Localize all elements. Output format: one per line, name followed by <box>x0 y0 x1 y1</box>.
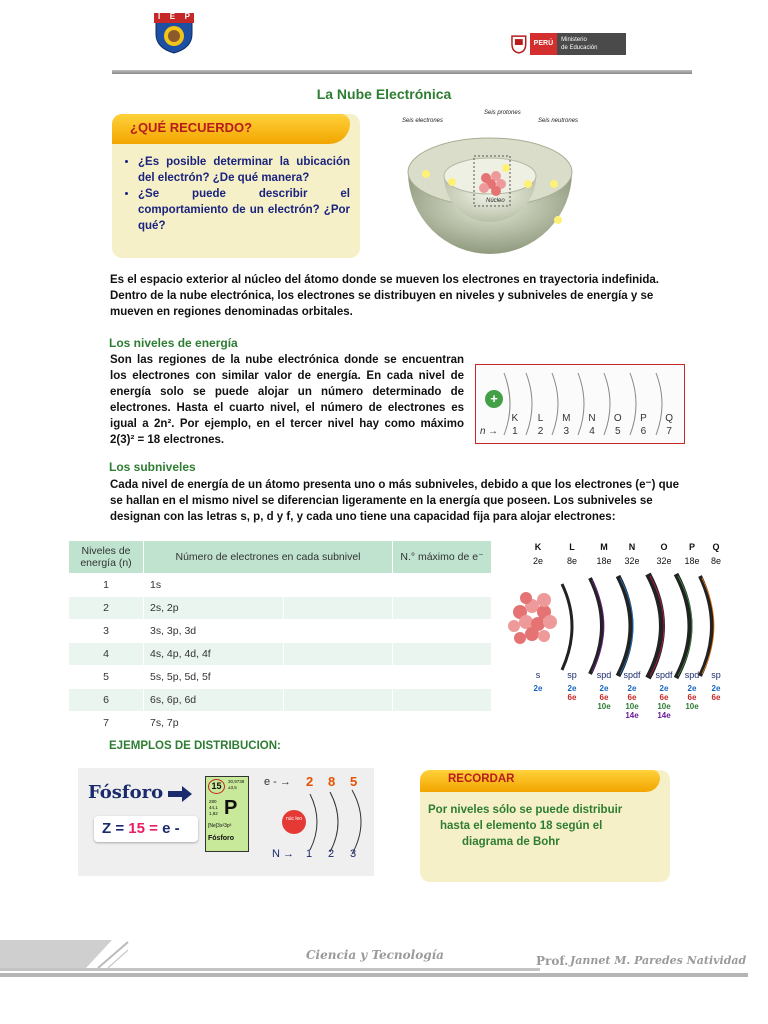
table-cell: 5s, 5p, 5d, 5f <box>144 666 284 689</box>
niveles-heading: Los niveles de energía <box>109 336 238 350</box>
recordar-line: Por niveles sólo se puede distribuir <box>428 804 623 816</box>
shell-breakdown: 6e <box>567 693 577 702</box>
bohr-level: 2 <box>328 848 335 860</box>
table-row <box>69 712 492 735</box>
shell-max: 8e <box>710 556 721 566</box>
shell-letter: P <box>688 542 695 552</box>
shell-subs: spd <box>596 670 612 680</box>
table-row <box>69 689 492 712</box>
shell-letter: N <box>628 542 636 552</box>
coat-of-arms-icon <box>510 34 528 54</box>
logo-letter: E <box>169 12 176 21</box>
shell-subs: spdf <box>623 670 641 680</box>
shell-breakdown: 6e <box>627 693 637 702</box>
label-protons: Seis protones <box>484 110 521 116</box>
label-electrons: Seis electrones <box>402 118 444 124</box>
bohr-level: 1 <box>306 848 313 860</box>
z-electrons: e - <box>162 820 180 837</box>
recordar-heading: RECORDAR <box>420 770 660 792</box>
intro-paragraph: Es el espacio exterior al núcleo del átomo donde se mueven los electrones en trayectoria indefinida. Dentro de la nube electrónica, los electrones se distribuyen en niveles y subniveles de energía y se mueven en regiones denominadas orbitales. <box>110 274 659 318</box>
table-row <box>69 574 492 597</box>
atom-figure <box>400 106 580 266</box>
table-header: Niveles de energía (n) <box>69 541 144 574</box>
peru-label: PERÚ <box>530 33 557 55</box>
shell-breakdown: 2e <box>533 684 543 693</box>
page-title: La Nube Electrónica <box>316 86 452 102</box>
bohr-count: 8 <box>328 774 336 789</box>
tile-name: Fósforo <box>208 835 235 842</box>
shell-breakdown: 10e <box>625 702 639 711</box>
table-cell: 6 <box>69 689 144 712</box>
nucleus-icon <box>508 592 557 644</box>
bohr-count: 5 <box>350 774 358 789</box>
table-header: Número de electrones en cada subnivel <box>144 541 393 574</box>
level-letter: K <box>511 413 519 424</box>
level-letter: M <box>562 413 571 424</box>
table-cell: 4 <box>69 643 144 666</box>
table-cell: 7s, 7p <box>144 712 284 735</box>
table-cell: 6s, 6p, 6d <box>144 689 284 712</box>
atomic-mass: 30,9738 <box>228 779 245 784</box>
table-cell: 1 <box>69 574 144 597</box>
shell-max: 18e <box>596 556 612 566</box>
footer <box>0 940 768 978</box>
level-number: 1 <box>512 426 518 437</box>
table-cell: 3 <box>69 620 144 643</box>
shell-subs: sp <box>711 670 721 680</box>
tile-extra: 1,82 <box>209 811 218 816</box>
table-cell: 7 <box>69 712 144 735</box>
niveles-paragraph: Son las regiones de la nube electrónica donde se encuentran los electrones con similar valor de energía. En cada nivel de energía solo se puede alojar un número determinado de electrones. Hasta el cuarto nivel, el número de electrones es igual a 2n². Por ejemplo, en el tercer nivel hay como máximo 2(3)² = 18 electrones. <box>110 354 464 446</box>
shell-breakdown: 6e <box>659 693 669 702</box>
shell-subs: sp <box>567 670 577 680</box>
electron-config: [Ne]3s²3p³ <box>208 823 232 829</box>
nucleus-label: núc leo <box>285 816 303 822</box>
ministry-line: Ministerio <box>561 37 587 43</box>
level-number: 7 <box>666 426 672 437</box>
que-recuerdo-heading: ¿QUÉ RECUERDO? <box>112 114 350 144</box>
bohr-n-label: N → <box>272 848 294 860</box>
table-cell: 3s, 3p, 3d <box>144 620 284 643</box>
bohr-level: 3 <box>350 848 357 860</box>
level-number: 5 <box>614 426 621 437</box>
n-label: n <box>480 426 486 437</box>
table-cell: 1s <box>144 574 284 597</box>
shell-breakdown: 2e <box>687 684 697 693</box>
shell-max: 8e <box>566 556 577 566</box>
shell-max: 2e <box>532 556 543 566</box>
table-row <box>69 597 492 620</box>
element-symbol: P <box>224 797 238 819</box>
shell-breakdown: 2e <box>711 684 721 693</box>
list-item: • ¿Se puede describir el comportamiento de un electrón? ¿Por qué? <box>138 186 350 234</box>
table-cell: 5 <box>69 666 144 689</box>
level-letter: N <box>588 413 596 424</box>
table-cell: 2 <box>69 597 144 620</box>
subnivel-table <box>68 540 492 735</box>
plus-icon: + <box>490 391 498 406</box>
element-name: Fósforo <box>88 782 164 803</box>
shell-letter: M <box>600 542 608 552</box>
shell-breakdown: 6e <box>687 693 697 702</box>
shell-max: 18e <box>684 556 700 566</box>
logo-letter: P <box>184 12 190 21</box>
subniveles-heading: Los subniveles <box>109 460 196 474</box>
atomic-number: 15 <box>208 779 225 794</box>
energy-levels-figure: + K L M N O P Q n → 1 2 3 4 5 6 7 <box>475 364 685 444</box>
table-row <box>69 643 492 666</box>
element-tile <box>205 776 249 852</box>
recordar-line: hasta el elemento 18 según el <box>440 820 603 832</box>
shell-max: 32e <box>656 556 672 566</box>
shell-breakdown: 2e <box>567 684 577 693</box>
table-row <box>69 666 492 689</box>
tile-extra: 280 <box>209 799 217 804</box>
shell-breakdown: 10e <box>657 702 671 711</box>
shell-letter: Q <box>712 542 720 552</box>
fosforo-example <box>78 768 374 876</box>
shell-breakdown: 10e <box>597 702 611 711</box>
ministry-line: de Educación <box>561 45 598 51</box>
table-row <box>69 620 492 643</box>
table-header: N.° máximo de e⁻ <box>393 541 492 574</box>
level-number: 6 <box>640 426 647 437</box>
level-letter: P <box>640 413 647 424</box>
shell-breakdown: 6e <box>711 693 721 702</box>
shells-figure <box>500 540 730 726</box>
footer-subject: Ciencia y Tecnología <box>306 948 444 962</box>
z-number: 15 <box>128 820 145 837</box>
table-cell: 4s, 4p, 4d, 4f <box>144 643 284 666</box>
z-equals: = <box>149 820 158 837</box>
list-item: • ¿Es posible determinar la ubicación del electrón? ¿De qué manera? <box>138 154 350 186</box>
shell-breakdown: 6e <box>599 693 609 702</box>
logo-letter: I <box>158 12 161 21</box>
shell-letter: K <box>534 542 542 552</box>
subniveles-paragraph: Cada nivel de energía de un átomo presenta uno o más subniveles, debido a que los electrones (e⁻) que se hallan en el mismo nivel se diferencian ligeramente en la energía que poseen. Los subniveles se designan con las letras s, p, d y f, y cada uno tiene una capacidad fija para alojar electrones: <box>110 479 680 523</box>
shell-subs: spd <box>684 670 700 680</box>
shell-letter: O <box>660 542 668 552</box>
level-letter: L <box>537 413 544 424</box>
bohr-e-label: e - → <box>264 776 291 788</box>
level-letter: O <box>613 413 622 424</box>
bohr-count: 2 <box>306 774 314 789</box>
ejemplos-heading: EJEMPLOS DE DISTRIBUCION: <box>109 740 281 752</box>
footer-prof-prefix: Prof. <box>536 954 569 968</box>
recordar-box <box>420 770 670 882</box>
level-number: 2 <box>537 426 544 437</box>
z-label: Z = <box>102 820 125 837</box>
oxidation: ±3,5 <box>228 785 237 790</box>
label-nucleus: Núcleo <box>486 198 505 204</box>
level-number: 4 <box>589 426 595 437</box>
shell-breakdown: 2e <box>599 684 609 693</box>
label-neutrons: Seis neutrones <box>538 118 579 124</box>
shell-breakdown: 10e <box>685 702 699 711</box>
arrow-right-icon <box>168 786 192 802</box>
school-logo <box>152 12 196 54</box>
tile-extra: 44,1 <box>209 805 218 810</box>
table-cell: 2s, 2p <box>144 597 284 620</box>
shell-breakdown: 2e <box>659 684 669 693</box>
level-letter: Q <box>665 413 674 424</box>
shell-letter: L <box>569 542 575 552</box>
shell-subs: spdf <box>655 670 673 680</box>
footer-prof-name: Jannet M. Paredes Natividad <box>570 954 747 967</box>
shell-subs: s <box>535 670 541 680</box>
level-number: 3 <box>563 426 570 437</box>
header-rule <box>112 70 692 74</box>
shell-breakdown: 14e <box>625 711 639 720</box>
shell-breakdown: 14e <box>657 711 671 720</box>
ministry-logo <box>510 32 626 56</box>
shell-max: 32e <box>624 556 640 566</box>
shell-breakdown: 2e <box>627 684 637 693</box>
que-recuerdo-box <box>112 114 360 258</box>
recordar-line: diagrama de Bohr <box>462 836 560 848</box>
